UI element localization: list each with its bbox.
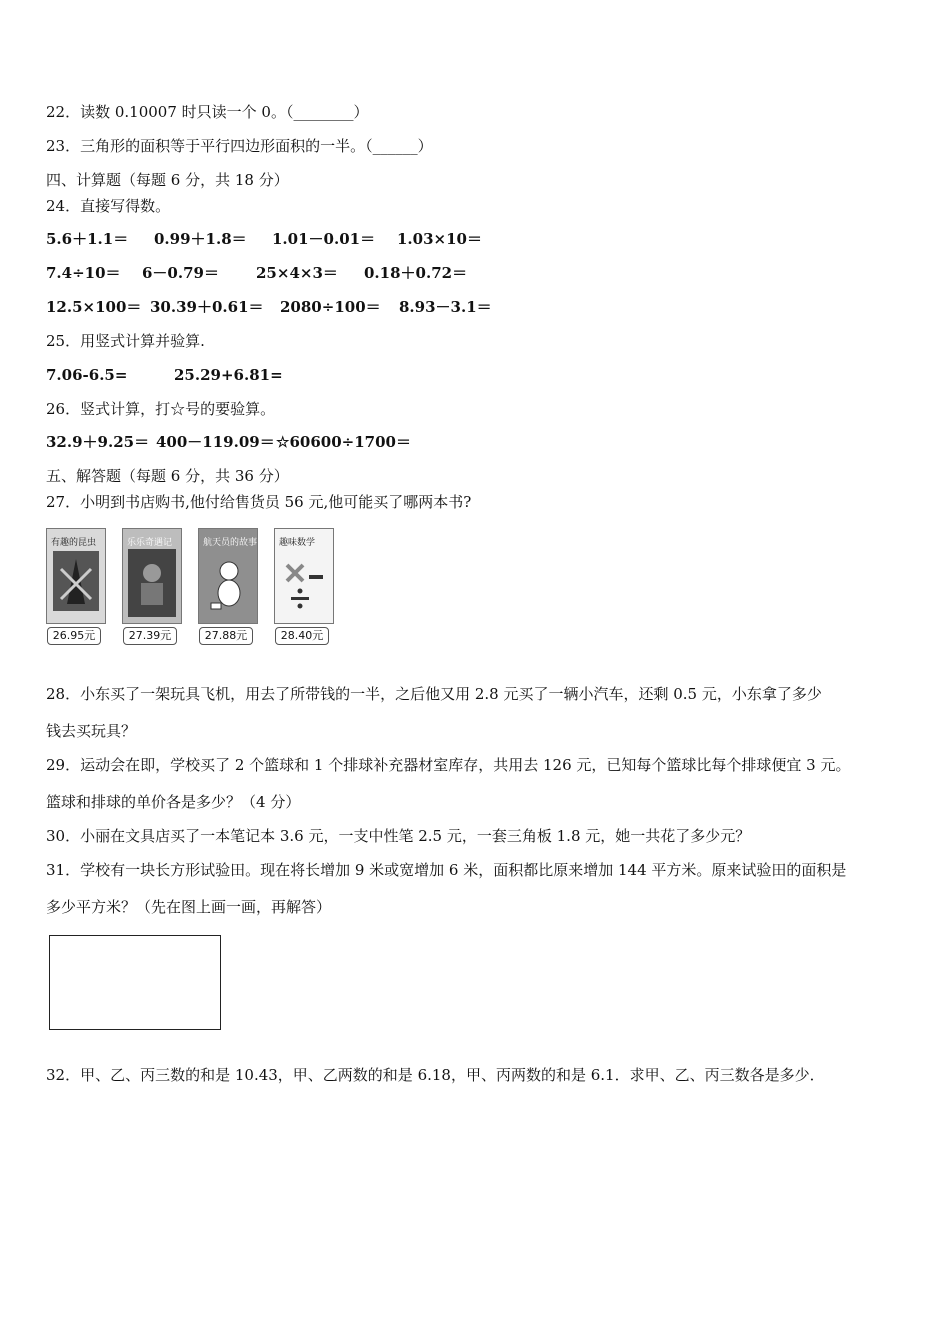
question-24: 24．直接写得数。	[46, 197, 171, 215]
calc-item: 0.18＋0.72＝	[364, 264, 468, 282]
price-tag: 28.40元	[275, 627, 329, 645]
question-30: 30．小丽在文具店买了一本笔记本 3.6 元，一支中性笔 2.5 元，一套三角板 1.8 元，她一共花了多少元？	[46, 827, 751, 845]
calc-item: 5.6＋1.1＝	[46, 230, 129, 248]
book-title: 有趣的昆虫	[51, 538, 97, 548]
calc-item: 1.03×10＝	[397, 230, 482, 248]
question-32: 32．甲、乙、丙三数的和是 10.43，甲、乙两数的和是 6.18，甲、丙两数的和是 6.1．求甲、乙、丙三数各是多少．	[46, 1066, 825, 1084]
calc-item: 7.4÷10＝	[46, 264, 121, 282]
question-23: 23．三角形的面积等于平行四边形面积的一半。（______）	[46, 137, 433, 155]
price-tag: 27.39元	[123, 627, 177, 645]
calc-item: 400－119.09＝	[156, 433, 275, 451]
question-29: 29．运动会在即，学校买了 2 个篮球和 1 个排球补充器材室库存，共用去 126 元，已知每个篮球比每个排球便宜 3 元。	[46, 756, 851, 774]
calc-item: 12.5×100＝	[46, 298, 142, 316]
question-27: 27．小明到书店购书,他付给售货员 56 元,他可能买了哪两本书?	[46, 493, 472, 511]
character-icon	[123, 529, 181, 623]
calc-item: 32.9＋9.25＝	[46, 433, 150, 451]
book-title: 航天员的故事	[203, 538, 258, 548]
calc-item: 7.06-6.5=	[46, 366, 128, 384]
calc-item: 25×4×3＝	[256, 264, 338, 282]
question-28: 28．小东买了一架玩具飞机，用去了所带钱的一半，之后他又用 2.8 元买了一辆小汽车，还剩 0.5 元，小东拿了多少	[46, 685, 822, 703]
calc-item: 0.99＋1.8＝	[154, 230, 247, 248]
calc-item: 25.29+6.81=	[174, 366, 283, 384]
calc-item: 1.01－0.01＝	[272, 230, 376, 248]
book-title: 趣味数学	[279, 538, 316, 548]
calc-item: ☆60600÷1700＝	[276, 433, 411, 451]
math-symbols-icon	[275, 529, 333, 623]
question-26: 26．竖式计算，打☆号的要验算。	[46, 400, 276, 418]
question-22: 22．读数 0.10007 时只读一个 0。（________）	[46, 103, 369, 121]
book-cover	[198, 528, 258, 624]
price-tag: 27.88元	[199, 627, 253, 645]
calc-item: 8.93－3.1＝	[399, 298, 492, 316]
section-4-heading: 四、计算题（每题 6 分，共 18 分）	[46, 171, 289, 189]
question-28-cont: 钱去买玩具？	[46, 722, 137, 740]
calc-item: 30.39＋0.61＝	[150, 298, 264, 316]
book-title: 乐乐奇遇记	[127, 538, 173, 548]
calc-item: 2080÷100＝	[280, 298, 381, 316]
insect-icon	[47, 529, 105, 623]
book-figure	[44, 528, 344, 648]
price-tag: 26.95元	[47, 627, 101, 645]
question-31: 31．学校有一块长方形试验田。现在将长增加 9 米或宽增加 6 米，面积都比原来增加 144 平方米。原来试验田的面积是	[46, 861, 847, 879]
question-29-cont: 篮球和排球的单价各是多少？（4 分）	[46, 793, 301, 811]
question-25: 25．用竖式计算并验算.	[46, 332, 205, 350]
book-cover	[274, 528, 334, 624]
field-rectangle	[49, 935, 221, 1030]
section-5-heading: 五、解答题（每题 6 分，共 36 分）	[46, 467, 289, 485]
astronaut-icon	[199, 529, 257, 623]
book-cover	[46, 528, 106, 624]
calc-item: 6－0.79＝	[142, 264, 219, 282]
question-31-cont: 多少平方米？（先在图上画一画，再解答）	[46, 898, 332, 916]
book-cover	[122, 528, 182, 624]
